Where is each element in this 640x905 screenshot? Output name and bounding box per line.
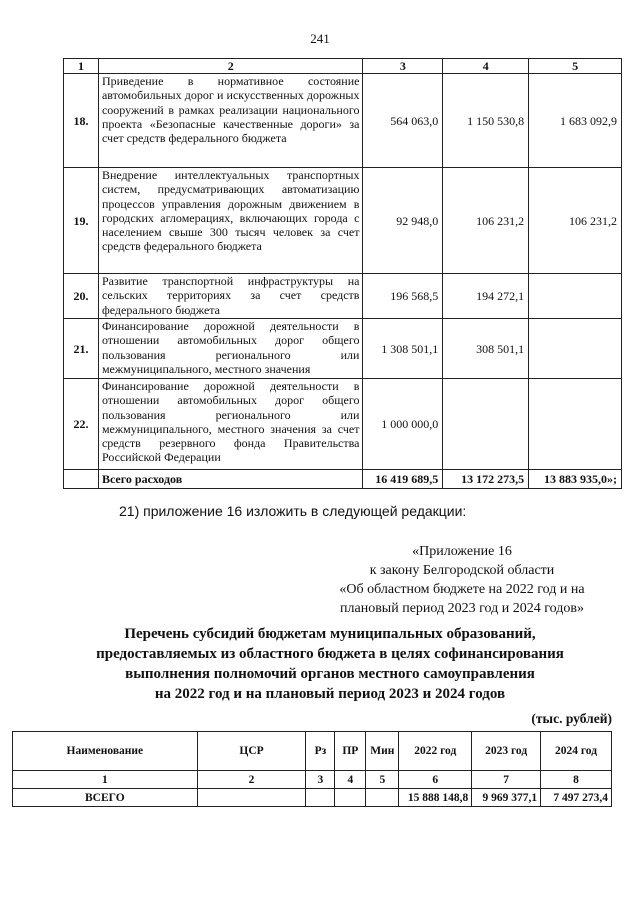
- header-cell: 1: [64, 59, 99, 74]
- header-2023: 2023 год: [472, 732, 541, 771]
- value-col3: 1 000 000,0: [363, 379, 443, 470]
- table-row: [64, 168, 622, 274]
- table-header-row: [13, 732, 612, 771]
- column-number: 1: [13, 771, 198, 789]
- header-pr: ПР: [335, 732, 366, 771]
- header-2024: 2024 год: [541, 732, 612, 771]
- value-col5: 106 231,2: [529, 168, 622, 274]
- row-description: Финансирование дорожной деятельности в отношении автомобильных дорог общего пользования регионального или межмуниципального, местного значения: [98, 319, 363, 379]
- column-number: 8: [541, 771, 612, 789]
- total-row: [13, 789, 612, 807]
- row-description: Развитие транспортной инфраструктуры на сельских территориях за счет средств федерального бюджета: [98, 274, 363, 319]
- total-csr: [197, 789, 306, 807]
- intro-text: 21) приложение 16 изложить в следующей редакции:: [119, 503, 467, 519]
- value-col5: [529, 274, 622, 319]
- total-empty-cell: [64, 470, 99, 489]
- row-description: Приведение в нормативное состояние автомобильных дорог и искусственных дорожных сооружений в рамках реализации национального проекта «Безопасные качественные дороги» за счет средств федерального бюджета: [98, 74, 363, 168]
- column-number-row: [13, 771, 612, 789]
- column-number: 7: [472, 771, 541, 789]
- total-name: ВСЕГО: [13, 789, 198, 807]
- appendix-line: «Об областном бюджете на 2022 год и на: [339, 582, 585, 597]
- row-number: 21.: [64, 319, 99, 379]
- total-rz: [306, 789, 335, 807]
- appendix-line: «Приложение 16: [412, 544, 512, 559]
- row-number: 18.: [64, 74, 99, 168]
- total-col3: 16 419 689,5: [363, 470, 443, 489]
- value-col4: 194 272,1: [443, 274, 529, 319]
- value-col5: 1 683 092,9: [529, 74, 622, 168]
- value-col4: 1 150 530,8: [443, 74, 529, 168]
- table-header-row: [64, 59, 622, 74]
- table-row: [64, 319, 622, 379]
- title-line: предоставляемых из областного бюджета в целях софинансирования: [96, 646, 564, 662]
- header-csr: ЦСР: [197, 732, 306, 771]
- expenses-table: [63, 58, 622, 489]
- row-number: 20.: [64, 274, 99, 319]
- value-col3: 564 063,0: [363, 74, 443, 168]
- header-rz: Рз: [306, 732, 335, 771]
- value-col3: 92 948,0: [363, 168, 443, 274]
- total-2024: 7 497 273,4: [541, 789, 612, 807]
- total-label: Всего расходов: [98, 470, 363, 489]
- value-col4: 308 501,1: [443, 319, 529, 379]
- header-2022: 2022 год: [399, 732, 472, 771]
- appendix-line: плановый период 2023 год и 2024 годов»: [340, 601, 584, 616]
- header-cell: 3: [363, 59, 443, 74]
- value-col4: 106 231,2: [443, 168, 529, 274]
- total-min: [366, 789, 399, 807]
- title-line: выполнения полномочий органов местного самоуправления: [125, 666, 535, 682]
- column-number: 6: [399, 771, 472, 789]
- column-number: 3: [306, 771, 335, 789]
- header-cell: 2: [98, 59, 363, 74]
- total-col4: 13 172 273,5: [443, 470, 529, 489]
- value-col5: [529, 379, 622, 470]
- row-description: Внедрение интеллектуальных транспортных систем, предусматривающих автоматизацию процессов управления дорожным движением в городских агломерациях, включающих города с населением свыше 300 тысяч человек за счет средств федерального бюджета: [98, 168, 363, 274]
- column-number: 2: [197, 771, 306, 789]
- units-label: (тыс. рублей): [531, 711, 612, 726]
- value-col3: 196 568,5: [363, 274, 443, 319]
- total-2023: 9 969 377,1: [472, 789, 541, 807]
- total-2022: 15 888 148,8: [399, 789, 472, 807]
- row-number: 22.: [64, 379, 99, 470]
- appendix-block: [314, 542, 610, 618]
- column-number: 4: [335, 771, 366, 789]
- title-line: на 2022 год и на плановый период 2023 и 2024 годов: [154, 686, 506, 702]
- row-number: 19.: [64, 168, 99, 274]
- total-pr: [335, 789, 366, 807]
- document-title: [50, 624, 610, 704]
- subsidies-table: [12, 731, 612, 807]
- value-col3: 1 308 501,1: [363, 319, 443, 379]
- total-row: [64, 470, 622, 489]
- value-col4: [443, 379, 529, 470]
- table-row: [64, 379, 622, 470]
- table-row: [64, 274, 622, 319]
- appendix-line: к закону Белгородской области: [369, 563, 555, 578]
- row-description: Финансирование дорожной деятельности в отношении автомобильных дорог общего пользования регионального или межмуниципального, местного значения за счет средств резервного фонда Правительства Российской Федерации: [98, 379, 363, 470]
- header-name: Наименование: [13, 732, 198, 771]
- title-line: Перечень субсидий бюджетам муниципальных образований,: [124, 626, 536, 642]
- header-cell: 5: [529, 59, 622, 74]
- table-row: [64, 74, 622, 168]
- header-min: Мин: [366, 732, 399, 771]
- value-col5: [529, 319, 622, 379]
- column-number: 5: [366, 771, 399, 789]
- total-col5: 13 883 935,0»;: [529, 470, 622, 489]
- header-cell: 4: [443, 59, 529, 74]
- page-number: 241: [310, 31, 330, 46]
